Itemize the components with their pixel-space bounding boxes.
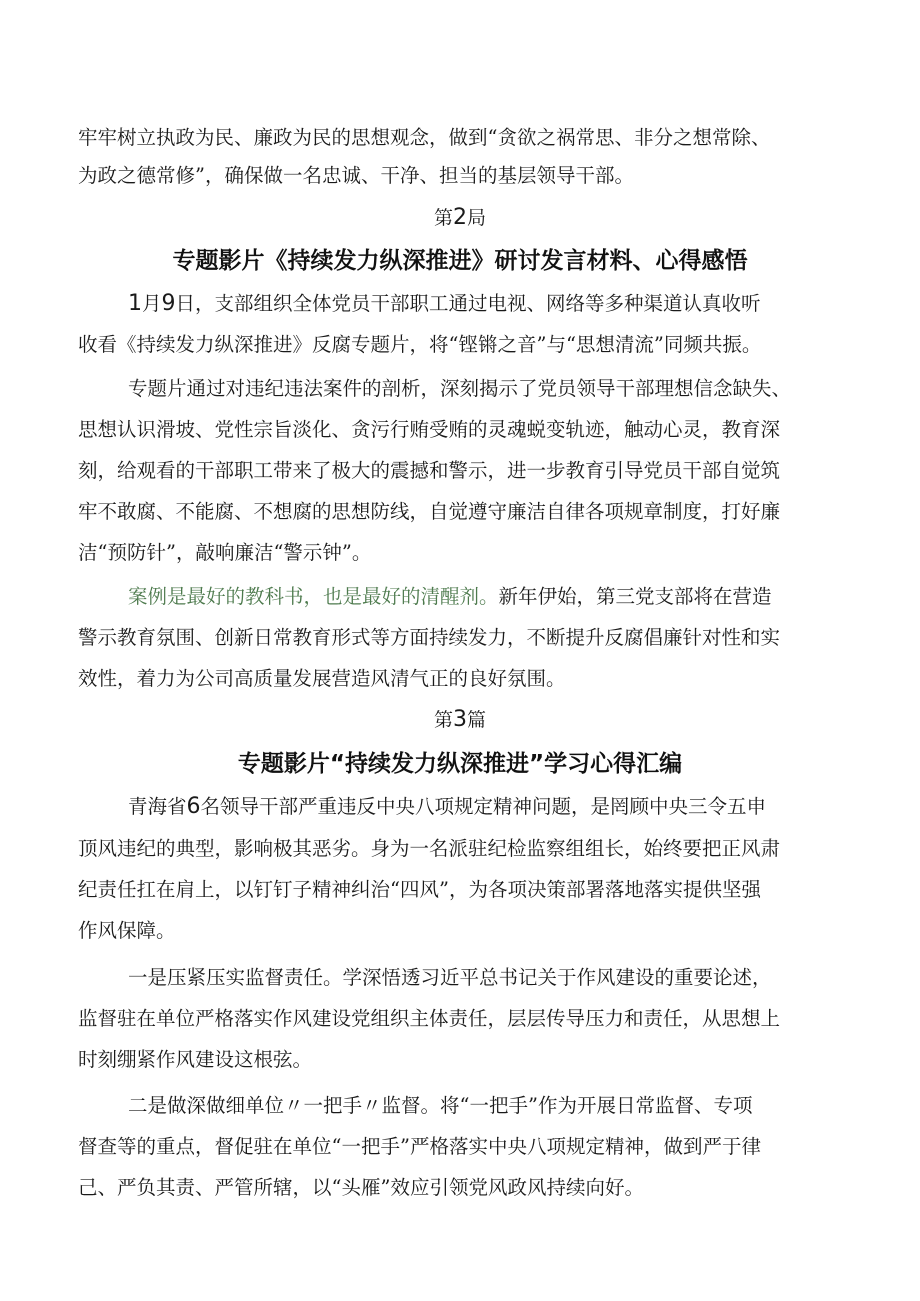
s3-p3-line-2: 督查等的重点，督促驻在单位“一把手”严格落实中央八项规定精神，做到严于律 xyxy=(78,1135,761,1158)
s2-p3-line-3: 效性，着力为公司高质量发展营造风清气正的良好氛围。 xyxy=(78,667,566,690)
s3-p1-line-3: 纪责任扛在肩上，以钉钉子精神纠治“四风”，为各项决策部署落地落实提供坚强 xyxy=(78,878,761,901)
section-2-label-number: 2 xyxy=(453,205,467,230)
s2-p1-day: 9 xyxy=(161,291,176,316)
s2-p3-line-1 xyxy=(128,585,772,609)
section-3-label xyxy=(0,708,920,732)
s2-p3-line-2: 警示教育氛围、创新日常教育形式等方面持续发力，不断提升反腐倡廉针对性和实 xyxy=(78,626,781,649)
section-2-title: 专题影片《持续发力纵深推进》研讨发言材料、心得感悟 xyxy=(172,248,748,274)
s2-p2-line-4: 牢不敢腐、不能腐、不想腐的思想防线，自觉遵守廉洁自律各项规章制度，打好廉 xyxy=(78,500,781,523)
s3-p3-line-3: 己、严负其责、严管所辖，以“头雁”效应引领党风政风持续向好。 xyxy=(78,1176,644,1199)
s3-p1-line-1 xyxy=(128,795,766,819)
intro-line-2: 为政之德常修”，确保做一名忠诚、干净、担当的基层领导干部。 xyxy=(78,164,634,187)
s2-p1-line-1 xyxy=(128,292,761,316)
s3-p1-line-2: 顶风违纪的典型，影响极其恶劣。身为一名派驻纪检监察组组长，始终要把正风肃 xyxy=(78,837,781,860)
s2-p1-text: 日，支部组织全体党员干部职工通过电视、网络等多种渠道认真收听 xyxy=(175,292,761,315)
s3-p1-text: 名领导干部严重违反中央八项规定精神问题，是罔顾中央三令五申 xyxy=(200,795,767,818)
s2-p1-month-unit: 月 xyxy=(142,292,162,315)
section-3-title: 专题影片“持续发力纵深推进”学习心得汇编 xyxy=(237,751,683,777)
s2-p1-line-2: 收看《持续发力纵深推进》反腐专题片，将“铿锵之音”与“思想清流”同频共振。 xyxy=(78,333,762,356)
section-2-label-pre: 第 xyxy=(433,207,453,229)
intro-line-1: 牢牢树立执政为民、廉政为民的思想观念，做到“贪欲之祸常思、非分之想常除、 xyxy=(78,126,771,149)
s2-p2-line-3: 刻，给观看的干部职工带来了极大的震撼和警示，进一步教育引导党员干部自觉筑 xyxy=(78,459,781,482)
s2-p3-highlight: 案例是最好的教科书，也是最好的清醒剂。 xyxy=(128,585,499,608)
section-3-label-pre: 第 xyxy=(433,709,453,731)
s3-p2-line-3: 时刻绷紧作风建设这根弦。 xyxy=(78,1048,313,1071)
s2-p3-text: 新年伊始，第三党支部将在营造 xyxy=(498,585,772,608)
section-3-label-post: 篇 xyxy=(467,709,487,731)
s2-p2-line-5: 洁“预防针”，敲响廉洁“警示钟”。 xyxy=(78,541,372,564)
s2-p2-line-2: 思想认识滑坡、党性宗旨淡化、贪污行贿受贿的灵魂蜕变轨迹，触动心灵，教育深 xyxy=(78,418,781,441)
s3-p1-number: 6 xyxy=(186,794,201,819)
s3-p1-line-4: 作风保障。 xyxy=(78,919,176,942)
s3-p2-line-1: 一是压紧压实监督责任。学深悟透习近平总书记关于作风建设的重要论述， xyxy=(128,966,772,989)
s3-p2-line-2: 监督驻在单位严格落实作风建设党组织主体责任，层层传导压力和责任，从思想上 xyxy=(78,1007,781,1030)
section-3-label-number: 3 xyxy=(453,707,467,732)
s3-p3-line-1: 二是做深做细单位〃一把手〃监督。将“一把手”作为开展日常监督、专项 xyxy=(128,1094,753,1117)
section-2-label xyxy=(0,206,920,230)
s2-p1-month: 1 xyxy=(128,291,142,316)
s2-p2-line-1: 专题片通过对违纪违法案件的剖析，深刻揭示了党员领导干部理想信念缺失、 xyxy=(128,377,792,400)
s3-p1-pre: 青海省 xyxy=(128,795,187,818)
section-2-label-post: 局 xyxy=(467,207,487,229)
